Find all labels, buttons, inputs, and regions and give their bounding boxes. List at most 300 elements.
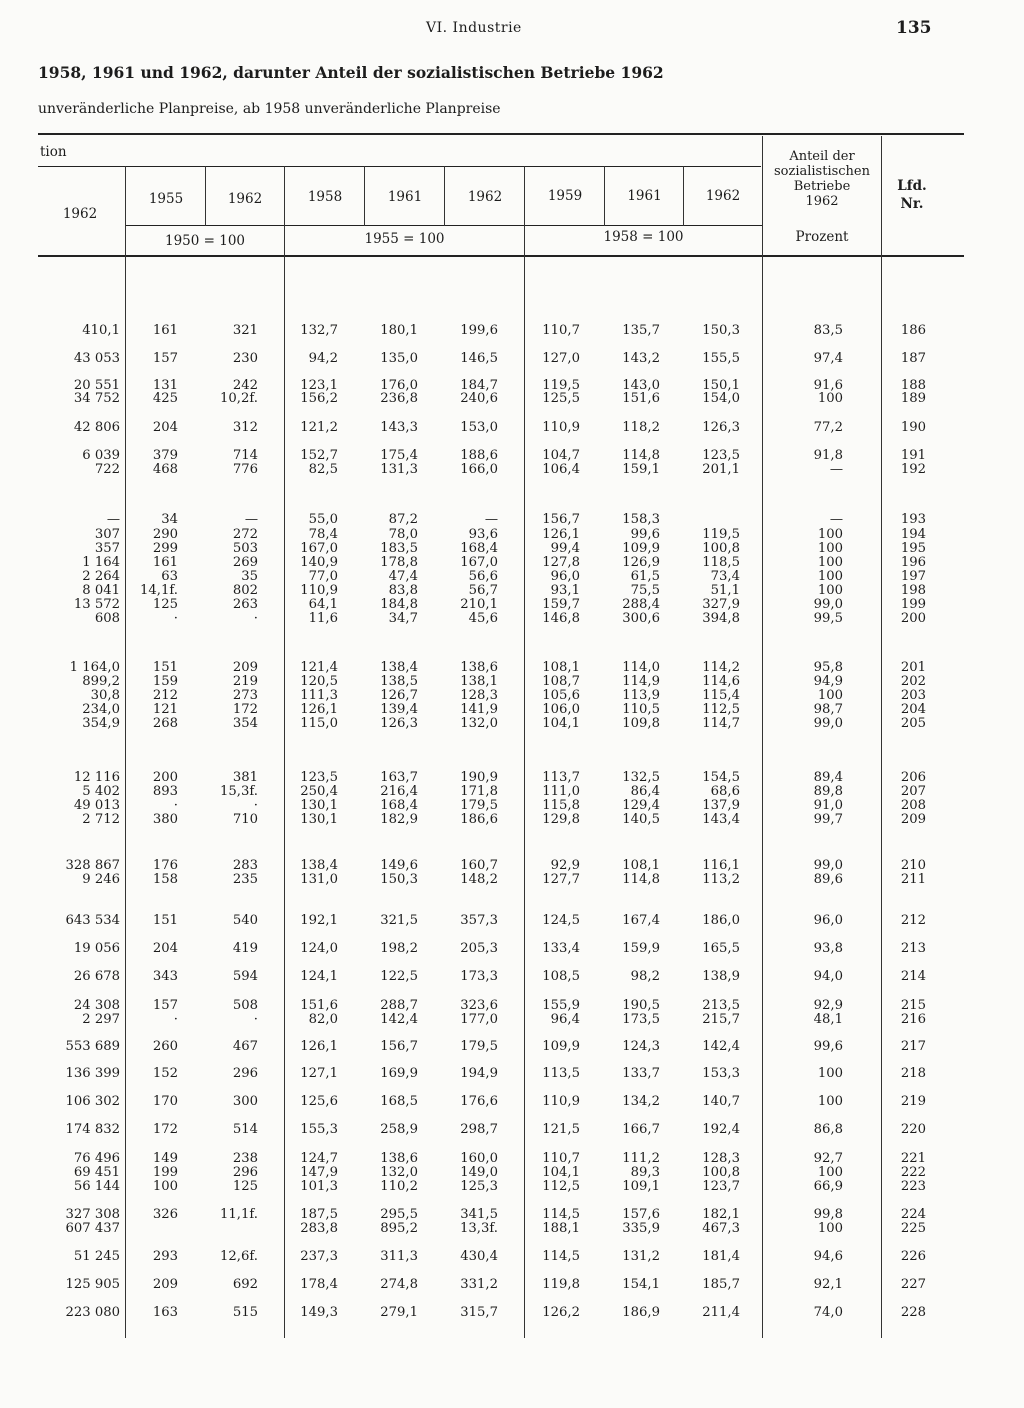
table-cell: 156,7 <box>542 512 580 527</box>
table-cell: 56,6 <box>468 569 498 584</box>
table-cell: 167,4 <box>622 913 660 928</box>
table-cell: 216,4 <box>380 784 418 799</box>
table-cell: 68,6 <box>710 784 740 799</box>
table-cell: 98,7 <box>813 702 843 717</box>
table-cell: 99,0 <box>813 597 843 612</box>
table-cell: 137,9 <box>702 798 740 813</box>
table-cell: 206 <box>900 770 926 785</box>
table-cell: 151,6 <box>622 391 660 406</box>
table-cell: 196 <box>900 555 926 570</box>
table-cell: 6 039 <box>82 448 120 463</box>
table-cell: 104,1 <box>542 716 580 731</box>
table-cell: 296 <box>232 1165 258 1180</box>
table-cell: 149,3 <box>300 1305 338 1320</box>
table-cell: 283,8 <box>300 1221 338 1236</box>
table-cell: 158,3 <box>622 512 660 527</box>
table-cell: 160,7 <box>460 858 498 873</box>
table-cell: 331,2 <box>460 1277 498 1292</box>
table-cell: 311,3 <box>380 1249 418 1264</box>
table-cell: 176,0 <box>380 378 418 393</box>
table-cell: 283 <box>232 858 258 873</box>
col-header-1962: 1962 <box>227 191 263 207</box>
table-cell: 288,7 <box>380 998 418 1013</box>
table-cell: 174 832 <box>65 1122 120 1137</box>
table-cell: 127,0 <box>542 351 580 366</box>
table-cell: 321 <box>232 323 258 338</box>
table-cell: 118,5 <box>702 555 740 570</box>
table-cell: 159 <box>152 674 178 689</box>
table-cell: 100,8 <box>702 1165 740 1180</box>
table-cell: 100 <box>152 1179 178 1194</box>
table-cell: 77,0 <box>308 569 338 584</box>
table-cell: 140,9 <box>300 555 338 570</box>
table-cell: 56 144 <box>73 1179 120 1194</box>
table-cell: 135,0 <box>380 351 418 366</box>
table-cell: 182,1 <box>702 1207 740 1222</box>
table-cell: 380 <box>152 812 178 827</box>
table-cell: 146,5 <box>460 351 498 366</box>
table-cell: 714 <box>232 448 258 463</box>
table-cell: 343 <box>152 969 178 984</box>
table-cell: 34 752 <box>73 391 120 406</box>
table-cell: 138,4 <box>300 858 338 873</box>
page-number: 135 <box>896 18 932 38</box>
table-cell: 105,6 <box>542 688 580 703</box>
base-1955-label: 1955 = 100 <box>364 231 445 247</box>
table-cell: 126,7 <box>380 688 418 703</box>
table-cell: 218 <box>900 1066 926 1081</box>
table-cell: 114,2 <box>702 660 740 675</box>
table-cell: 212 <box>900 913 926 928</box>
table-cell: 110,9 <box>542 1094 580 1109</box>
table-cell: 260 <box>152 1039 178 1054</box>
table-cell: 110,2 <box>380 1179 418 1194</box>
table-cell: · <box>173 798 178 813</box>
table-cell: 326 <box>152 1207 178 1222</box>
table-cell: 159,7 <box>542 597 580 612</box>
table-cell: 161 <box>152 323 178 338</box>
table-cell: 109,9 <box>542 1039 580 1054</box>
table-cell: 379 <box>152 448 178 463</box>
table-cell: 335,9 <box>622 1221 660 1236</box>
table-cell: 14,1f. <box>140 583 178 598</box>
table-cell: 151 <box>152 913 178 928</box>
table-cell: 268 <box>152 716 178 731</box>
table-cell: 540 <box>232 913 258 928</box>
table-cell: 213,5 <box>702 998 740 1013</box>
table-cell: 183,5 <box>380 541 418 556</box>
table-cell: 129,4 <box>622 798 660 813</box>
table-cell: 156,7 <box>380 1039 418 1054</box>
table-cell: 143,0 <box>622 378 660 393</box>
table-cell: 193 <box>900 512 926 527</box>
table-cell: 157 <box>152 351 178 366</box>
table-cell: 155,3 <box>300 1122 338 1137</box>
table-cell: 272 <box>232 527 258 542</box>
table-cell: 201 <box>900 660 926 675</box>
table-cell: 154,1 <box>622 1277 660 1292</box>
table-cell: 176 <box>152 858 178 873</box>
table-cell: 94,6 <box>813 1249 843 1264</box>
table-cell: 82,5 <box>308 462 338 477</box>
table-cell: 89,3 <box>630 1165 660 1180</box>
table-cell: 221 <box>900 1151 926 1166</box>
table-cell: 187 <box>900 351 926 366</box>
table-cell: 179,5 <box>460 798 498 813</box>
table-cell: 125 905 <box>65 1277 120 1292</box>
table-cell: 207 <box>900 784 926 799</box>
table-cell: 100 <box>817 688 843 703</box>
table-cell: 9 246 <box>82 872 120 887</box>
table-cell: 138,4 <box>380 660 418 675</box>
table-cell: 209 <box>900 812 926 827</box>
table-cell: 34,7 <box>388 611 418 626</box>
table-cell: 274,8 <box>380 1277 418 1292</box>
prozent-label: Prozent <box>795 229 849 245</box>
anteil-header <box>763 149 881 209</box>
table-cell: 121,5 <box>542 1122 580 1137</box>
table-cell: 69 451 <box>73 1165 120 1180</box>
table-cell: 211 <box>900 872 926 887</box>
table-cell: 186,6 <box>460 812 498 827</box>
table-cell: 92,7 <box>813 1151 843 1166</box>
table-cell: 357 <box>94 541 120 556</box>
table-cell: 215 <box>900 998 926 1013</box>
table-cell: 192,1 <box>300 913 338 928</box>
base-1950-label: 1950 = 100 <box>164 233 246 249</box>
table-cell: 514 <box>232 1122 258 1137</box>
table-cell: 217 <box>900 1039 926 1054</box>
table-cell: 199,6 <box>460 323 498 338</box>
table-cell: 210 <box>900 858 926 873</box>
table-cell: 594 <box>232 969 258 984</box>
table-cell: 138,9 <box>702 969 740 984</box>
table-cell: 238 <box>232 1151 258 1166</box>
table-cell: 83,5 <box>813 323 843 338</box>
table-cell: 111,2 <box>622 1151 660 1166</box>
table-cell: 112,5 <box>702 702 740 717</box>
table-cell: 34 <box>161 512 178 527</box>
table-cell: 124,5 <box>542 913 580 928</box>
table-cell: 123,5 <box>702 448 740 463</box>
table-cell: 108,1 <box>542 660 580 675</box>
table-cell: 30,8 <box>90 688 120 703</box>
table-cell: 100 <box>817 1221 843 1236</box>
table-cell: 467,3 <box>702 1221 740 1236</box>
table-cell: 87,2 <box>388 512 418 527</box>
table-cell: 121 <box>152 702 178 717</box>
table-cell: 93,8 <box>813 941 843 956</box>
table-cell: 116,1 <box>702 858 740 873</box>
table-cell: 11,6 <box>308 611 338 626</box>
table-cell: 194,9 <box>460 1066 498 1081</box>
table-cell: · <box>253 798 258 813</box>
table-cell: 97,4 <box>813 351 843 366</box>
table-cell: 170 <box>152 1094 178 1109</box>
table-cell: 354 <box>232 716 258 731</box>
table-cell: 298,7 <box>460 1122 498 1137</box>
lfd-line: Lfd. <box>897 178 927 194</box>
table-cell: · <box>173 1012 178 1027</box>
table-cell: — <box>244 512 258 527</box>
table-cell: 182,9 <box>380 812 418 827</box>
table-cell: 132,0 <box>380 1165 418 1180</box>
table-cell: 75,5 <box>630 583 660 598</box>
table-cell: 86,4 <box>630 784 660 799</box>
table-cell: 425 <box>152 391 178 406</box>
table-cell: 354,9 <box>82 716 120 731</box>
table-cell: 132,5 <box>622 770 660 785</box>
table-cell: 125 <box>232 1179 258 1194</box>
table-cell: 199 <box>152 1165 178 1180</box>
table-cell: 131,2 <box>622 1249 660 1264</box>
table-cell: 163 <box>152 1305 178 1320</box>
table-cell: 515 <box>232 1305 258 1320</box>
table-cell: 216 <box>900 1012 926 1027</box>
table-cell: 15,3f. <box>220 784 258 799</box>
table-cell: 142,4 <box>380 1012 418 1027</box>
col-header-1955: 1955 <box>148 191 184 207</box>
table-cell: 108,1 <box>622 858 660 873</box>
table-cell: 13,3f. <box>460 1221 498 1236</box>
table-cell: 173,5 <box>622 1012 660 1027</box>
table-cell: 168,4 <box>460 541 498 556</box>
table-cell: 133,7 <box>622 1066 660 1081</box>
table-cell: 100 <box>817 1094 843 1109</box>
table-cell: 327 308 <box>65 1207 120 1222</box>
table-cell: 151 <box>152 660 178 675</box>
table-cell: 160,0 <box>460 1151 498 1166</box>
table-cell: 143,2 <box>622 351 660 366</box>
table-cell: 100 <box>817 555 843 570</box>
table-cell: 63 <box>161 569 178 584</box>
table-cell: 152,7 <box>300 448 338 463</box>
table-cell: 131,0 <box>300 872 338 887</box>
table-cell: 180,1 <box>380 323 418 338</box>
table-cell: 100 <box>817 1165 843 1180</box>
table-cell: 99,0 <box>813 716 843 731</box>
table-cell: 167,0 <box>300 541 338 556</box>
table-cell: 176,6 <box>460 1094 498 1109</box>
table-cell: 114,7 <box>702 716 740 731</box>
table-cell: 152 <box>152 1066 178 1081</box>
table-cell: 42 806 <box>73 420 120 435</box>
table-cell: 213 <box>900 941 926 956</box>
table-cell: 106,0 <box>542 702 580 717</box>
table-cell: 48,1 <box>813 1012 843 1027</box>
table-cell: · <box>253 1012 258 1027</box>
table-cell: 194 <box>900 527 926 542</box>
table-cell: 208 <box>900 798 926 813</box>
col-header-1961: 1961 <box>387 189 423 205</box>
table-cell: 223 080 <box>65 1305 120 1320</box>
table-cell: 189 <box>900 391 926 406</box>
table-cell: 99,7 <box>813 812 843 827</box>
table-cell: 96,0 <box>550 569 580 584</box>
table-cell: 138,6 <box>380 1151 418 1166</box>
table-cell: 295,5 <box>380 1207 418 1222</box>
table-cell: 121,4 <box>300 660 338 675</box>
table-cell: — <box>484 512 498 527</box>
table-cell: 94,2 <box>308 351 338 366</box>
table-cell: 201,1 <box>702 462 740 477</box>
table-cell: 99,4 <box>550 541 580 556</box>
table-cell: 430,4 <box>460 1249 498 1264</box>
table-cell: 76 496 <box>73 1151 120 1166</box>
table-cell: 156,2 <box>300 391 338 406</box>
col-header-1962-left: 1962 <box>62 206 98 222</box>
table-cell: 467 <box>232 1039 258 1054</box>
table-cell: 123,5 <box>300 770 338 785</box>
table-cell: 161 <box>152 555 178 570</box>
table-cell: 150,3 <box>380 872 418 887</box>
table-cell: 227 <box>900 1277 926 1292</box>
table-cell: 341,5 <box>460 1207 498 1222</box>
table-cell: 204 <box>900 702 926 717</box>
table-cell: 273 <box>232 688 258 703</box>
table-cell: 192 <box>900 462 926 477</box>
table-cell: 126,2 <box>542 1305 580 1320</box>
table-cell: 20 551 <box>73 378 120 393</box>
table-cell: 115,8 <box>542 798 580 813</box>
table-cell: 95,8 <box>813 660 843 675</box>
table-cell: 92,9 <box>550 858 580 873</box>
table-cell: 157,6 <box>622 1207 660 1222</box>
table-cell: 100 <box>817 569 843 584</box>
table-cell: 8 041 <box>82 583 120 598</box>
table-cell: 167,0 <box>460 555 498 570</box>
anteil-line: Betriebe <box>793 179 851 194</box>
table-cell: 124,7 <box>300 1151 338 1166</box>
table-cell: 184,7 <box>460 378 498 393</box>
table-cell: 125,6 <box>300 1094 338 1109</box>
table-cell: 98,2 <box>630 969 660 984</box>
table-cell: 100 <box>817 527 843 542</box>
table-cell: 91,8 <box>813 448 843 463</box>
table-cell: 55,0 <box>308 512 338 527</box>
table-cell: 82,0 <box>308 1012 338 1027</box>
table-cell: 802 <box>232 583 258 598</box>
table-cell: 110,5 <box>622 702 660 717</box>
table-cell: 155,5 <box>702 351 740 366</box>
table-cell: 151,6 <box>300 998 338 1013</box>
table-cell: 143,4 <box>702 812 740 827</box>
table-cell: 234,0 <box>82 702 120 717</box>
table-cell: 124,3 <box>622 1039 660 1054</box>
table-cell: 211,4 <box>702 1305 740 1320</box>
table-cell: — <box>829 462 843 477</box>
table-cell: 149,6 <box>380 858 418 873</box>
table-cell: 19 056 <box>73 941 120 956</box>
table-cell: 104,7 <box>542 448 580 463</box>
table-cell: 190 <box>900 420 926 435</box>
table-cell: 172 <box>152 1122 178 1137</box>
table-cell: 186 <box>900 323 926 338</box>
table-cell: 163,7 <box>380 770 418 785</box>
table-cell: 56,7 <box>468 583 498 598</box>
table-cell: 61,5 <box>630 569 660 584</box>
table-cell: 114,8 <box>622 448 660 463</box>
table-cell: 74,0 <box>813 1305 843 1320</box>
table-cell: 140,5 <box>622 812 660 827</box>
table-cell: 293 <box>152 1249 178 1264</box>
table-cell: 138,5 <box>380 674 418 689</box>
table-cell: 123,1 <box>300 378 338 393</box>
table-cell: 192,4 <box>702 1122 740 1137</box>
table-cell: 224 <box>900 1207 926 1222</box>
anteil-line: 1962 <box>805 194 839 209</box>
table-cell: 133,4 <box>542 941 580 956</box>
table-cell: 321,5 <box>380 913 418 928</box>
table-cell: 202 <box>900 674 926 689</box>
table-cell: 109,9 <box>622 541 660 556</box>
table-cell: 200 <box>900 611 926 626</box>
table-cell: 209 <box>152 1277 178 1292</box>
table-cell: 109,1 <box>622 1179 660 1194</box>
table-cell: 99,8 <box>813 1207 843 1222</box>
table-cell: 73,4 <box>710 569 740 584</box>
table-cell: 223 <box>900 1179 926 1194</box>
table-cell: 124,0 <box>300 941 338 956</box>
table-cell: 51 245 <box>73 1249 120 1264</box>
table-cell: 126,9 <box>622 555 660 570</box>
table-cell: 104,1 <box>542 1165 580 1180</box>
table-cell: 114,0 <box>622 660 660 675</box>
table-cell: 172 <box>232 702 258 717</box>
table-cell: 129,8 <box>542 812 580 827</box>
table-cell: 128,3 <box>702 1151 740 1166</box>
table-cell: 419 <box>232 941 258 956</box>
table-cell: 150,3 <box>702 323 740 338</box>
table-cell: 187,5 <box>300 1207 338 1222</box>
table-cell: 13 572 <box>73 597 120 612</box>
table-top-rule <box>38 133 964 135</box>
table-cell: 96,0 <box>813 913 843 928</box>
table-cell: 381 <box>232 770 258 785</box>
lfd-nr-header <box>882 177 942 213</box>
table-cell: 2 712 <box>82 812 120 827</box>
table-cell: 126,1 <box>300 702 338 717</box>
table-cell: 158 <box>152 872 178 887</box>
table-cell: 100 <box>817 391 843 406</box>
table-cell: 123,7 <box>702 1179 740 1194</box>
table-cell: 219 <box>232 674 258 689</box>
table-cell: 279,1 <box>380 1305 418 1320</box>
table-cell: 125,3 <box>460 1179 498 1194</box>
table-cell: 43 053 <box>73 351 120 366</box>
table-cell: 49 013 <box>73 798 120 813</box>
table-cell: 209 <box>232 660 258 675</box>
table-cell: 155,9 <box>542 998 580 1013</box>
table-cell: 197 <box>900 569 926 584</box>
table-cell: 2 264 <box>82 569 120 584</box>
table-cell: 190,9 <box>460 770 498 785</box>
table-cell: 149,0 <box>460 1165 498 1180</box>
table-cell: 307 <box>94 527 120 542</box>
table-cell: 83,8 <box>388 583 418 598</box>
table-cell: 86,8 <box>813 1122 843 1137</box>
table-cell: 258,9 <box>380 1122 418 1137</box>
table-cell: 100,8 <box>702 541 740 556</box>
table-cell: 120,5 <box>300 674 338 689</box>
table-cell: 100 <box>817 583 843 598</box>
table-cell: 11,1f. <box>220 1207 258 1222</box>
table-cell: 10,2f. <box>220 391 258 406</box>
table-cell: 899,2 <box>82 674 120 689</box>
table-cell: 89,6 <box>813 872 843 887</box>
table-cell: 204 <box>152 420 178 435</box>
table-cell: 692 <box>232 1277 258 1292</box>
